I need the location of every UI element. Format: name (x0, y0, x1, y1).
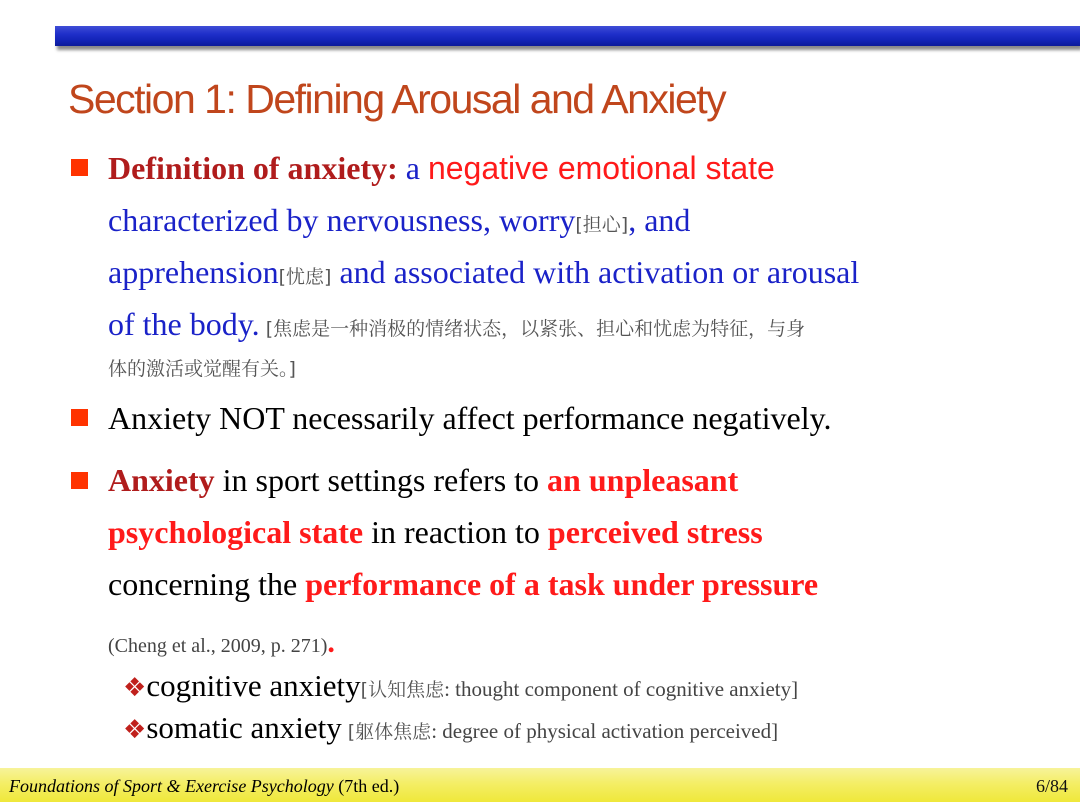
bullet1-line5 (108, 354, 296, 381)
cognitive-anxiety-term: cognitive anxiety (146, 668, 361, 703)
page-number: 6/84 (1035, 776, 1068, 796)
bullet1-line4-text: of the body. (108, 306, 260, 342)
bullet3-line3 (108, 566, 818, 603)
bullet-square-2 (71, 409, 88, 426)
bullet1-line2-zh: [担心] (575, 214, 629, 236)
somatic-anxiety-term: somatic anxiety (146, 710, 342, 745)
bullet1-line3 (108, 254, 859, 291)
bullet1-highlight: negative emotional state (427, 150, 775, 186)
bullet3-term: Anxiety (108, 462, 215, 498)
bullet1-line2-tail: , and (628, 202, 691, 238)
bullet3-text1: in sport settings refers to (214, 462, 548, 498)
slide-footer (0, 768, 1080, 802)
somatic-anxiety-zh: [躯体焦虑 (341, 721, 432, 743)
top-accent-bar (55, 26, 1080, 46)
somatic-anxiety-note: : degree of physical activation perceived] (431, 719, 779, 743)
diamond-bullet-icon: ❖ (123, 673, 147, 703)
footer-book-title: Foundations of Sport & Exercise Psychology (9, 776, 334, 796)
sub-bullet-cognitive (123, 668, 798, 704)
bullet3-highlight4: performance of a task under pressure (305, 566, 819, 602)
bullet1-line3-tail: and associated with activation or arousal (331, 254, 860, 290)
bullet3-line2 (108, 514, 763, 551)
cognitive-anxiety-zh: [认知焦虑 (360, 679, 445, 701)
bullet1-line5-zh: 体的激活或觉醒有关。] (108, 358, 296, 380)
cognitive-anxiety-note: : thought component of cognitive anxiety] (444, 677, 799, 701)
footer-book-reference (9, 776, 399, 797)
footer-edition: (7th ed.) (333, 776, 400, 796)
bullet1-line3-text: apprehension (108, 254, 279, 290)
slide-title: Section 1: Defining Arousal and Anxiety (68, 76, 726, 122)
bullet1-line2 (108, 202, 690, 239)
bullet1-line3-zh: [忧虑] (278, 266, 332, 288)
bullet1-line1 (108, 150, 775, 187)
bullet2-text: Anxiety NOT necessarily affect performance negatively. (108, 400, 832, 436)
bullet1-line2-text: characterized by nervousness, worry (108, 202, 576, 238)
bullet3-highlight1: an unpleasant (547, 462, 739, 498)
definition-term: Definition of anxiety: (108, 150, 398, 186)
bullet3-highlight2: psychological state (108, 514, 364, 550)
bullet-square-3 (71, 472, 88, 489)
bullet3-highlight3: perceived stress (547, 514, 763, 550)
bullet3-citation-line (108, 626, 335, 660)
diamond-bullet-icon: ❖ (123, 715, 147, 745)
citation-period: . (327, 626, 335, 659)
bullet1-line4 (108, 306, 805, 343)
citation: (Cheng et al., 2009, p. 271) (108, 635, 328, 657)
bullet3-text3: concerning the (108, 566, 306, 602)
bullet1-article: a (397, 150, 428, 186)
bullet3-text2: in reaction to (363, 514, 548, 550)
bullet2-line1 (108, 400, 832, 437)
bullet1-line4-zh: [焦虑是一种消极的情绪状态，以紧张、担心和忧虑为特征，与身 (259, 318, 806, 340)
bullet3-line1 (108, 462, 738, 499)
bullet-square-1 (71, 159, 88, 176)
sub-bullet-somatic (123, 710, 778, 746)
